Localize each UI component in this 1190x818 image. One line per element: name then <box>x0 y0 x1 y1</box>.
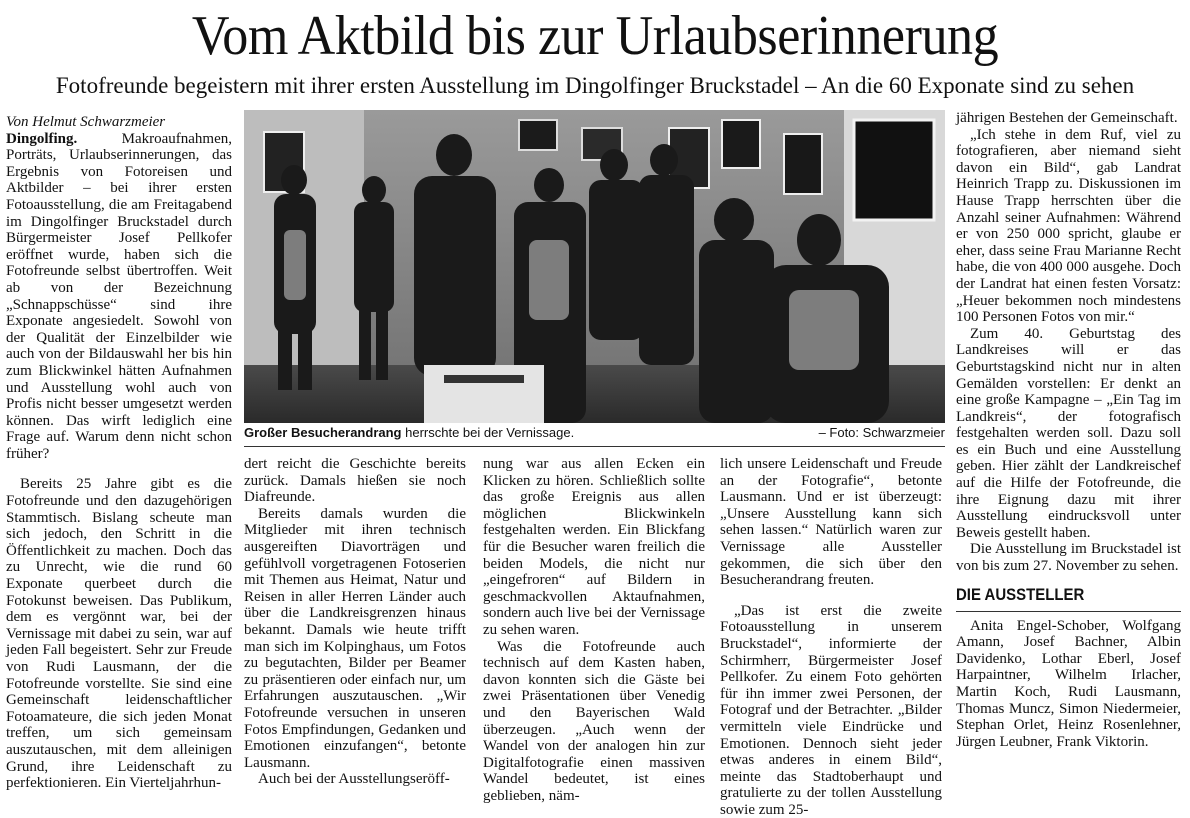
article-paragraph <box>6 131 232 463</box>
article-paragraph: Die Ausstellung im Bruckstadel ist von bis zum 27. November zu sehen. <box>956 541 1181 575</box>
column-5 <box>956 110 1181 750</box>
article-paragraph: dert reicht die Geschichte bereits zurück. Damals hießen sie noch Diafreunde. <box>244 456 466 506</box>
article-paragraph: Bereits 25 Jahre gibt es die Fotofreunde und den dazugehörigen Stammtisch. Bislang scheute man sich jedoch, den Schritt in die Öffentlichkeit zu machen. Doch das zu Unrecht, wie die rund 60 Exponate querbeet durch die Fotokunst beweisen. Das Publikum, dem es vergönnt war, bei der Vernissage mit dabei zu sein, war auf jeden Fall begeistert. Sehr zur Freude von Rudi Lausmann, der die Fotofreunde vorstellte. Sie sind eine Gemeinschaft leidenschaftlicher Fotoamateure, die sich jeden Monat treffen, um sich gemeinsam auszutauschen, mit dem alleinigen Grund, ihre Leidenschaft zu perfektionieren. Ein Vierteljahrhun- <box>6 476 232 792</box>
photo-caption <box>244 425 945 441</box>
exhibitors-list: Anita Engel-Schober, Wolfgang Amann, Josef Bachner, Albin Davidenko, Lothar Eberl, Josef Harpaintner, Wilhelm Irlacher, Martin Koch, Rudi Lausmann, Thomas Muncz, Simon Niedermeier, Stephan Orlet, Heinz Rosenlehner, Jürgen Leubner, Frank Viktorin. <box>956 617 1181 750</box>
article-paragraph: jährigen Bestehen der Gemeinschaft. <box>956 110 1178 126</box>
article-paragraph: lich unsere Leidenschaft und Freude an der Fotografie“, betonte Lausmann. Und er ist überzeugt: „Unsere Ausstellung kann sich sehen lassen.“ Natürlich waren zur Vernissage alle Aussteller gekommen, die sich über den Besucherandrang freuten. <box>720 456 942 589</box>
exhibition-photo <box>244 110 945 423</box>
column-4 <box>720 456 942 818</box>
article-paragraph: Zum 40. Geburtstag des Landkreises will er das Geburtstagskind nicht nur in alten Gemälden vorstellen: Er denkt an eine große Kampagne – „Ein Tag im Landkreis“, der fotografisch festgehalten werden soll. Dazu soll es ein Buch und eine Ausstellung geben. Hier zählt der Landkreischef auf die Hilfe der Fotofreunde, die ihre Eignung dazu mit ihrer Ausstellung eindrucksvoll unter Beweis gestellt haben. <box>956 325 1181 541</box>
photo-credit: – Foto: Schwarzmeier <box>818 425 945 440</box>
caption-rest: herrschte bei der Vernissage. <box>401 425 575 440</box>
caption-bold: Großer Besucherandrang <box>244 425 402 440</box>
paragraph-text: Makroaufnahmen, Porträts, Urlaubserinnerungen, das Ergebnis von Fotoreisen und Aktbilder – bei ihrer ersten Fotoausstellung, die am Freitagabend im Dingolfinger Bruckstadel durch Bürgermeister Josef Pellkofer eröffnet wurde, haben sich die Fotofreunde selbst übertroffen. Weit ab von der Bezeichnung „Schnappschüsse“ sind ihre Exponate angesiedelt. Sowohl von der Qualität der Einzelbilder wie auch von der Bildauswahl her bis hin zum Blickwinkel hätten Aufnahmen und Ausstellung wohl auch von Profis nicht besser umgesetzt werden können. Das wirft lediglich eine Frage auf. Warum denn nicht schon früher? <box>6 130 232 462</box>
article-paragraph: „Ich stehe in dem Ruf, viel zu fotografieren, aber niemand sieht davon ein Bild“, gab Landrat Heinrich Trapp zu. Diskussionen im Hause Trapp herrschten über die Anzahl seiner Aufnahmen: Während er von 250 000 spricht, glaube er eher, dass seine Frau Marianne Recht habe, die von 400 000 ausgehe. Doch der Landrat hat einen festen Vorsatz: „Heuer bekommen noch mindestens 100 Personen Fotos von mir.“ <box>956 126 1181 326</box>
exhibitors-heading: DIE AUSSTELLER <box>956 584 1085 604</box>
dateline: Dingolfing. <box>6 130 78 147</box>
article-paragraph: nung war aus allen Ecken ein Klicken zu hören. Schließlich sollte das große Ereignis aus allen möglichen Blickwinkeln festgehalten werden. Ein Blickfang für die Besucher waren freilich die beiden Models, die nicht nur „eingefroren“ auf Bildern in geschmackvollen Aktaufnahmen, sondern auch live bei der Vernissage zu sehen waren. <box>483 456 705 638</box>
caption-divider <box>244 446 945 447</box>
photo-illustration <box>244 110 945 423</box>
article-paragraph: Was die Fotofreunde auch technisch auf dem Kasten haben, davon konnten sich die Gäste bei zwei Präsentationen über Venedig und den Bayerischen Wald überzeugen. „Auch wenn der Wandel von der analogen hin zur Digitalfotografie einen massiven Wandel bedeutet, ist eines geblieben, näm- <box>483 638 705 804</box>
column-1 <box>6 114 232 792</box>
article-paragraph: „Das ist erst die zweite Fotoausstellung in unserem Bruckstadel“, informierte der Schirmherr, Bürgermeister Josef Pellkofer. Zu einem Foto gehörten für ihn immer zwei Personen, der Fotograf und der Betrachter. „Bilder vermitteln viele Eindrücke und Emotionen. Dennoch sieht jeder etwas anderes in einem Bild“, meinte das Stadtoberhaupt und gratulierte zu der tollen Ausstellung sowie zum 25- <box>720 602 942 818</box>
article-paragraph: Bereits damals wurden die Mitglieder mit ihren technisch ausgereiften Diavorträgen und gefühlvoll vorgetragenen Fotoserien mit Themen aus Heimat, Natur und Reisen in aller Herren Länder auch über die Landkreisgrenzen hinaus bekannt. Damals wie heute trifft man sich im Kolpinghaus, um Fotos zu begutachten, Bilder per Beamer zu präsentieren oder einfach nur, um Erfahrungen auszutauschen. „Wir Fotofreunde versuchen in unseren Fotos Empfindungen, Gedanken und Emotionen einzufangen“, betonte Lausmann. <box>244 505 466 771</box>
column-3 <box>483 456 705 804</box>
exhibitors-divider <box>956 611 1181 612</box>
headline: Vom Aktbild bis zur Urlaubserinnerung <box>191 5 999 67</box>
subheadline: Fotofreunde begeistern mit ihrer ersten Ausstellung im Dingolfinger Bruckstadel – An die 60 Exponate sind zu sehen <box>55 73 1135 98</box>
caption-text <box>244 425 574 441</box>
column-2 <box>244 456 466 788</box>
byline: Von Helmut Schwarzmeier <box>6 114 166 130</box>
article-paragraph: Auch bei der Ausstellungseröff- <box>258 771 450 788</box>
